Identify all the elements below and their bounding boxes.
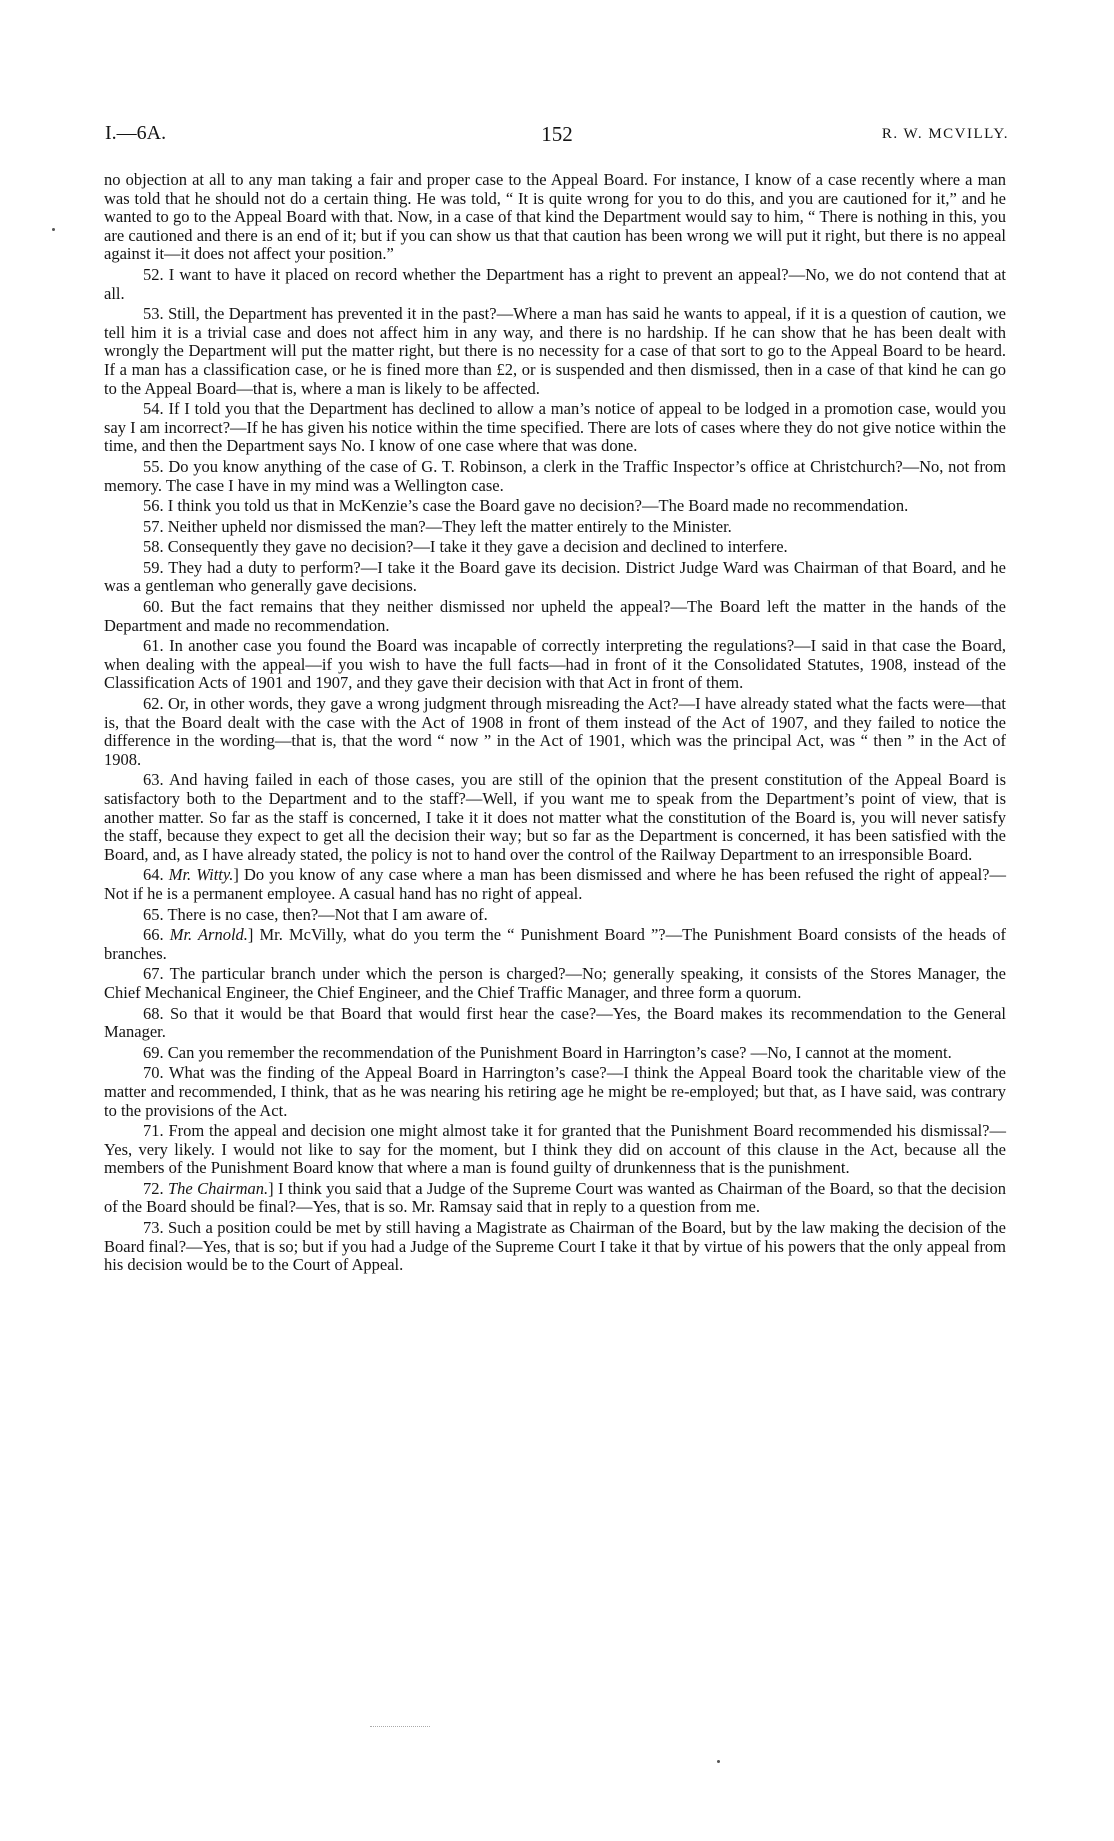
paragraph-text: 64. (143, 865, 169, 885)
paragraph (104, 866, 1006, 903)
paragraph (104, 1005, 1006, 1042)
paragraph-text: 60. But the fact remains that they neither dismissed nor upheld the appeal?—The Board left the matter in the hands of the Department and made no recommendation. (104, 597, 1006, 635)
speaker-name: Mr. Witty. (168, 865, 234, 885)
paragraph (104, 695, 1006, 769)
paragraph (104, 400, 1006, 456)
paragraph (104, 771, 1006, 864)
paragraph-text: ] Mr. McVilly, what do you term the “ Punishment Board ”?—The Punishment Board consists of the heads of branches. (104, 925, 1007, 963)
page-header (105, 122, 1009, 152)
paragraph (104, 1044, 1006, 1063)
paragraph (104, 171, 1006, 264)
body-text (104, 171, 1006, 1277)
paragraph (104, 559, 1006, 596)
paragraph (104, 1219, 1006, 1275)
paragraph-text: 63. And having failed in each of those cases, you are still of the opinion that the present constitution of the Appeal Board is satisfactory both to the Department and to the staff?—Well, if you want me to speak from the Department’s point of view, that is another matter. So far as the staff is concerned, I take it it does not matter what the constitution of the Board is, you will never satisfy the staff, because they expect to get all the decision their way; but so far as the Department is concerned, it has been satisfied with the Board, and, as I have already stated, the policy is not to hand over the control of the Railway Department to an irresponsible Board. (104, 770, 1006, 864)
paragraph (104, 965, 1006, 1002)
paragraph (104, 598, 1006, 635)
paragraph-text: 57. Neither upheld nor dismissed the man?—They left the matter entirely to the Minister. (143, 516, 732, 536)
paragraph-text: 58. Consequently they gave no decision?—I take it they gave a decision and declined to interfere. (143, 537, 788, 557)
paragraph-text: 68. So that it would be that Board that would first hear the case?—Yes, the Board makes its recommendation to the General Manager. (104, 1003, 1006, 1042)
paper-reference: I.—6A. (105, 122, 167, 144)
paragraph-text: ] Do you know of any case where a man has been dismissed and where he has been refused the right of appeal?—Not if he is a permanent employee. A casual hand has no right of appeal. (104, 865, 1007, 903)
paragraph (104, 637, 1006, 693)
paragraph-text: 72. (143, 1178, 168, 1198)
paragraph (104, 266, 1006, 303)
paragraph (104, 1064, 1006, 1120)
paragraph-text: 53. Still, the Department has prevented it in the past?—Where a man has said he wants to appeal, if it is a question of caution, we tell him it is a trivial case and does not affect him in any way, and there is no hardship. If he can show that he has been dealt with wrongly the Department will put the matter right, but there is no necessity for a case of that sort to go to the Appeal Board to be heard. If a man has a classification case, or he is fined more than £2, or is suspended and then dismissed, then in a case of that kind he can go to the Appeal Board—that is, where a man is likely to be affected. (104, 304, 1006, 398)
paragraph-text: 71. From the appeal and decision one might almost take it for granted that the Punishment Board recommended his dismissal?—Yes, very likely. I would not like to say for the moment, but I think they did on account of this clause in the Act, because all the members of the Punishment Board know that where a man is found guilty of drunkenness that is the punishment. (104, 1121, 1006, 1178)
paragraph-text: 55. Do you know anything of the case of G. T. Robinson, a clerk in the Traffic Inspector’s office at Christchurch?—No, not from memory. The case I have in my mind was a Wellington case. (104, 456, 1006, 495)
paragraph-text: 66. (143, 925, 170, 945)
paragraph-text: 61. In another case you found the Board was incapable of correctly interpreting the regulations?—I said in that case the Board, when dealing with the appeal—if you wish to have the full facts—had in front of it the Consolidated Statutes, 1908, instead of the Classification Acts of 1901 and 1907, and they gave their decision with that Act in front of them. (104, 636, 1006, 693)
paragraph (104, 458, 1006, 495)
paragraph-text: 73. Such a position could be met by still having a Magistrate as Chairman of the Board, but by the law making the decision of the Board final?—Yes, that is so; but if you had a Judge of the Supreme Court I take it that by virtue of his powers that the only appeal from his decision would be to the Court of Appeal. (104, 1218, 1006, 1275)
speaker-name: Mr. Arnold. (169, 925, 248, 945)
paragraph-text: 56. I think you told us that in McKenzie’s case the Board gave no decision?—The Board made no recommendation. (143, 496, 909, 516)
paragraph-text: 69. Can you remember the recommendation of the Punishment Board in Harrington’s case? —No, I cannot at the moment. (143, 1042, 952, 1062)
speaker-name: The Chairman. (167, 1178, 269, 1198)
page-number: 152 (541, 122, 573, 146)
paragraph (104, 518, 1006, 537)
paragraph (104, 906, 1006, 925)
paragraph-text: 62. Or, in other words, they gave a wrong judgment through misreading the Act?—I have already stated what the facts were—that is, that the Board dealt with the case with the Act of 1908 in front of them instead of the Act of 1907, and they failed to notice the difference in the wording—that is, that the word “ now ” in the Act of 1901, which was the principal Act, was “ then ” in the Act of 1908. (104, 694, 1006, 769)
paragraph-text: 59. They had a duty to perform?—I take it the Board gave its decision. District Judge Ward was Chairman of that Board, and he was a gentleman who generally gave decisions. (104, 557, 1006, 596)
paragraph (104, 1180, 1006, 1217)
bottom-mark (370, 1726, 430, 1731)
paragraph (104, 926, 1006, 963)
paragraph-text: 52. I want to have it placed on record whether the Department has a right to prevent an appeal?—No, we do not contend that at all. (104, 264, 1006, 303)
margin-speck (717, 1760, 720, 1763)
paragraph-text: 54. If I told you that the Department has declined to allow a man’s notice of appeal to be lodged in a promotion case, would you say I am incorrect?—If he has given his notice within the time specified. There are lots of cases where they do not give notice within the time, and then the Department says No. I know of one case where that was done. (104, 399, 1006, 456)
paragraph (104, 1122, 1006, 1178)
paragraph-text: 65. There is no case, then?—Not that I am aware of. (143, 904, 488, 924)
paragraph (104, 497, 1006, 516)
paragraph-text: 70. What was the finding of the Appeal Board in Harrington’s case?—I think the Appeal Board took the charitable view of the matter and recommended, I think, that as he was nearing his retiring age he might be re-employed; but that, as I have said, was contrary to the provisions of the Act. (104, 1063, 1006, 1120)
witness-name: R. W. MCVILLY. (881, 126, 1009, 142)
paragraph-text: no objection at all to any man taking a fair and proper case to the Appeal Board. For instance, I know of a case recently where a man was told that he should not do a certain thing. He was told, “ It is quite wrong for you to do this, and you are cautioned for it,” and he wanted to go to the Appeal Board with that. Now, in a case of that kind the Department would say to him, “ There is nothing in this, you are cautioned and there is an end of it; but if you can show us that that caution has been wrong we will put it right, but there is no appeal against it—it does not affect your position.” (104, 170, 1006, 264)
margin-speck (52, 228, 55, 231)
paragraph-text: ] I think you said that a Judge of the Supreme Court was wanted as Chairman of the Board, so that the decision of the Board should be final?—Yes, that is so. Mr. Ramsay said that in reply to a question from me. (104, 1178, 1006, 1217)
paragraph (104, 538, 1006, 557)
paragraph-text: 67. The particular branch under which the person is charged?—No; generally speaking, it consists of the Stores Manager, the Chief Mechanical Engineer, the Chief Engineer, and the Chief Traffic Manager, and three form a quorum. (104, 964, 1006, 1002)
paragraph (104, 305, 1006, 398)
